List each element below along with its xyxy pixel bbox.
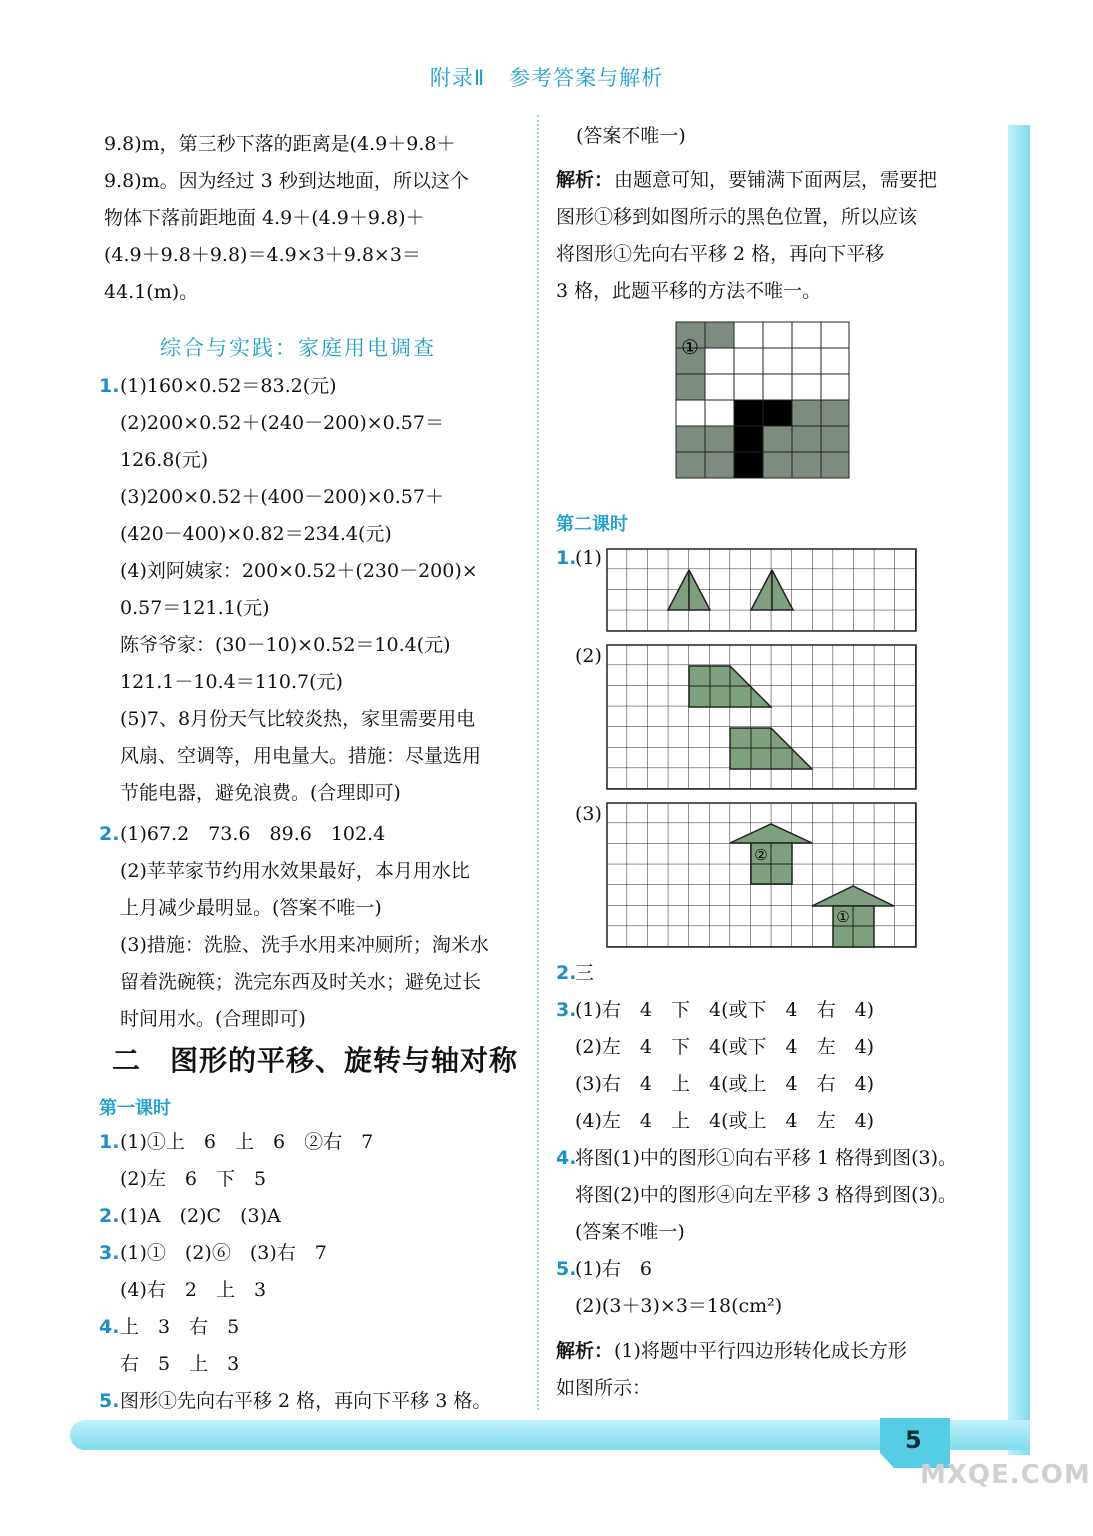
- l2-line: (3)右 4 上 4(或上 4 右 4): [575, 1073, 875, 1095]
- l1-line: (4)右 2 上 3: [120, 1279, 267, 1301]
- q1-line: (4)刘阿姨家：200×0.52＋(230－200)×: [120, 560, 478, 582]
- q2-line: (3)措施：洗脸、洗手水用来冲厕所；淘米水: [120, 934, 489, 956]
- right-decor-bar: [1008, 125, 1030, 1455]
- figure-tile-shaded: [792, 400, 821, 426]
- l2-number: 5.: [556, 1258, 577, 1280]
- figure-tile-shaded: [763, 426, 792, 452]
- l1-line: 右 5 上 3: [120, 1353, 240, 1375]
- figure-tile-shaded: [705, 426, 734, 452]
- q1-line: 121.1－10.4＝110.7(元): [120, 671, 343, 693]
- figure-tile-shaded: [821, 452, 849, 478]
- q1-line: (420－400)×0.82＝234.4(元): [120, 523, 392, 545]
- l2-line: 将图(1)中的图形①向右平移 1 格得到图(3)。: [575, 1147, 957, 1169]
- figure-tile-shaded: [792, 426, 821, 452]
- header-title: 参考答案与解析: [509, 66, 664, 90]
- intro-line: 物体下落前距地面 4.9＋(4.9＋9.8)＋: [104, 207, 425, 229]
- l1-line: (1)①上 6 上 6 ②右 7: [120, 1131, 374, 1153]
- lesson-2-title: 第二课时: [556, 514, 628, 535]
- l2-line: (1)右 4 下 4(或下 4 右 4): [575, 999, 875, 1021]
- q1-line: 126.8(元): [120, 449, 209, 471]
- l1-number: 4.: [99, 1316, 120, 1338]
- intro-line: (4.9＋9.8＋9.8)＝4.9×3＋9.8×3＝: [104, 244, 421, 266]
- q1-line: 节能电器，避免浪费。(合理即可): [120, 782, 401, 804]
- q1-line: 陈爷爷家：(30－10)×0.52＝10.4(元): [120, 634, 451, 656]
- figure-tile-shaded: [821, 426, 849, 452]
- tiling-figure: [674, 320, 850, 480]
- l1-number: 5.: [99, 1390, 120, 1412]
- figure-tile-shaded: [705, 452, 734, 478]
- l1-line: (1)A (2)C (3)A: [120, 1205, 281, 1227]
- q1-line: 0.57＝121.1(元): [120, 597, 270, 619]
- q1-line: (2)200×0.52＋(240－200)×0.57＝: [120, 412, 444, 434]
- l2-number: 4.: [556, 1147, 577, 1169]
- practice-title: 综合与实践：家庭用电调查: [160, 336, 436, 360]
- q2-line: 上月减少最明显。(答案不唯一): [120, 897, 382, 919]
- l1-line: 图形①先向右平移 2 格，再向下平移 3 格。: [120, 1390, 492, 1412]
- figure-tile-shaded: [821, 400, 849, 426]
- analysis-line: 3 格，此题平移的方法不唯一。: [556, 280, 822, 302]
- q2-line: (1)67.2 73.6 89.6 102.4: [120, 823, 386, 845]
- q1-line: (5)7、8月份天气比较炎热，家里需要用电: [120, 708, 476, 730]
- q2-number: 2.: [99, 823, 120, 845]
- analysis-line: 将图形①先向右平移 2 格，再向下平移: [556, 243, 885, 265]
- section-title: 图形的平移、旋转与轴对称: [170, 1044, 519, 1077]
- l2-line: 将图(2)中的图形④向左平移 3 格得到图(3)。: [575, 1184, 957, 1206]
- grid-figure-3: [606, 802, 918, 950]
- figure-tile-shaded: [792, 452, 821, 478]
- q1-line: (1)160×0.52＝83.2(元): [120, 375, 337, 397]
- figure-tile-shaded: [676, 374, 705, 400]
- l2-line: 三: [575, 962, 595, 984]
- q2-line: 时间用水。(合理即可): [120, 1008, 306, 1030]
- sub-label-2: (2): [575, 645, 602, 667]
- l1-number: 3.: [99, 1242, 120, 1264]
- l2-line: (4)左 4 上 4(或上 4 左 4): [575, 1110, 875, 1132]
- analysis-line: 由题意可知，要铺满下面两层，需要把: [614, 169, 938, 191]
- l1-line: (1)① (2)⑥ (3)右 7: [120, 1242, 327, 1264]
- sub-label-1: (1): [575, 547, 602, 569]
- analysis2-line: 如图所示：: [556, 1377, 652, 1399]
- figure-tile-shaded: [705, 322, 734, 348]
- figure-label-1: ①: [681, 335, 699, 359]
- section-number: 二: [112, 1044, 142, 1077]
- l2-line: (答案不唯一): [575, 1221, 685, 1243]
- analysis-line: 图形①移到如图所示的黑色位置，所以应该: [556, 206, 918, 228]
- grid-figure-1: [606, 548, 918, 633]
- l2-line: (1)右 6: [575, 1258, 653, 1280]
- analysis2-label: 解析：: [556, 1340, 614, 1362]
- l1-number: 2.: [99, 1205, 120, 1227]
- column-divider: [537, 115, 539, 1410]
- answer-note: (答案不唯一): [576, 125, 686, 147]
- house-label-2: ②: [754, 846, 768, 864]
- figure-tile-shaded: [763, 452, 792, 478]
- l2-q1-number: 1.: [556, 547, 577, 569]
- page-number: 5: [905, 1426, 922, 1454]
- l1-line: (2)左 6 下 5: [120, 1168, 267, 1190]
- l2-line: (2)左 4 下 4(或下 4 左 4): [575, 1036, 875, 1058]
- figure-tile-shaded: [676, 426, 705, 452]
- grid-figure-2: [606, 644, 918, 792]
- analysis-label: 解析：: [556, 169, 614, 191]
- appendix-label: 附录Ⅱ: [429, 66, 486, 90]
- intro-line: 9.8)m，第三秒下落的距离是(4.9＋9.8＋: [104, 133, 456, 155]
- q1-line: 风扇、空调等，用电量大。措施：尽量选用: [120, 745, 482, 767]
- q1-number: 1.: [99, 375, 120, 397]
- q2-line: 留着洗碗筷；洗完东西及时关水；避免过长: [120, 971, 482, 993]
- figure-tile-shaded: [676, 452, 705, 478]
- sub-label-3: (3): [575, 803, 602, 825]
- intro-line: 9.8)m。因为经过 3 秒到达地面，所以这个: [104, 170, 469, 192]
- l2-line: (2)(3＋3)×3＝18(cm²): [575, 1295, 783, 1317]
- l2-number: 2.: [556, 962, 577, 984]
- q2-line: (2)苹苹家节约用水效果最好，本月用水比: [120, 860, 470, 882]
- house-label-1: ①: [836, 908, 850, 926]
- analysis2-line: (1)将题中平行四边形转化成长方形: [614, 1340, 907, 1362]
- watermark: MXQE.COM: [920, 1460, 1091, 1490]
- page-header: [0, 62, 1093, 92]
- l1-number: 1.: [99, 1131, 120, 1153]
- l1-line: 上 3 右 5: [120, 1316, 240, 1338]
- intro-line: 44.1(m)。: [104, 281, 199, 303]
- q1-line: (3)200×0.52＋(400－200)×0.57＋: [120, 486, 444, 508]
- l2-number: 3.: [556, 999, 577, 1021]
- lesson-1-title: 第一课时: [99, 1098, 171, 1119]
